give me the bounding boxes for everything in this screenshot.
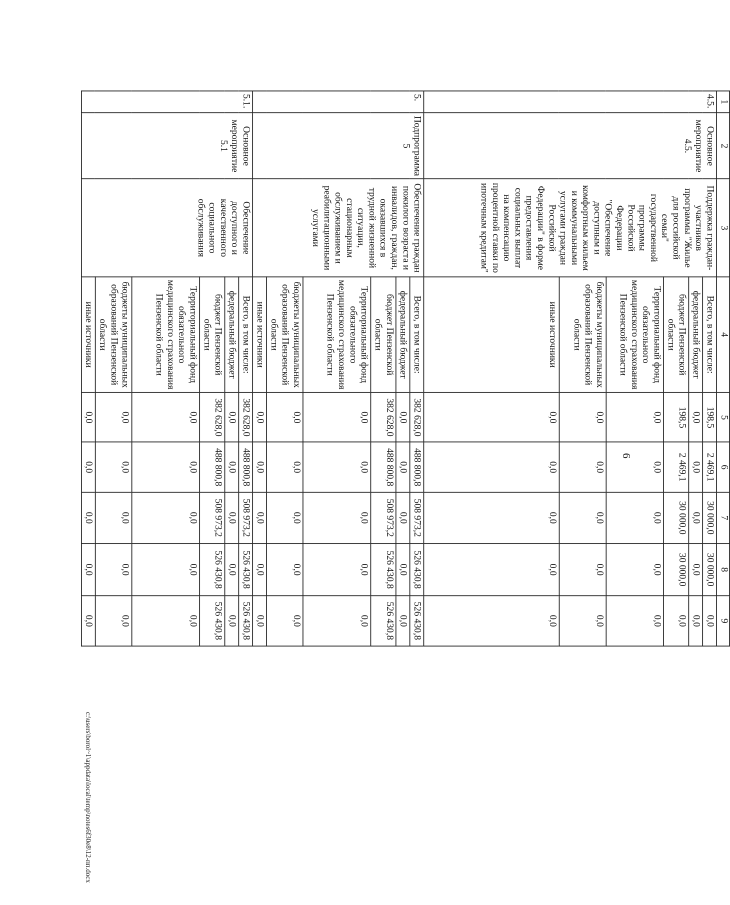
value-cell: 0,0 (225, 596, 239, 646)
row-type: Основное мероприятие 5.1 (81, 113, 252, 179)
column-header: 2 (716, 113, 729, 179)
value-cell: 0,0 (132, 393, 200, 443)
funding-source-label: Территориальный фонд обязательного медицинского страхования Пензенской области (303, 277, 371, 393)
row-title: Обеспечение граждан пожилого возраста и инвалидов, граждан, оказавшихся в трудной жизненной ситуации, стационарным обслуживанием и реабилитационными услугами (253, 179, 424, 277)
value-cell: 0,0 (689, 442, 703, 492)
value-cell: 0,0 (253, 596, 267, 646)
value-cell: 0,0 (606, 492, 663, 544)
value-cell: 0,0 (396, 492, 410, 544)
value-cell: 0,0 (703, 596, 717, 646)
value-cell: 526 430,8 (371, 544, 396, 596)
value-cell: 488 800,8 (239, 442, 253, 492)
value-cell: 0,0 (266, 596, 302, 646)
value-cell: 0,0 (303, 442, 371, 492)
row-title: Поддержка граждан-участников программы "Жилье для российской семьи" государственной программы Российской Федерации "Обеспечение доступным и комфортным жильем и коммунальными услугами граждан Российской Федерации" в форме предоставления социальных выплат на компенсацию процентной ставки по ипотечным кредитам" (424, 179, 717, 277)
value-cell: 0,0 (606, 393, 663, 443)
value-cell: 0,0 (689, 492, 703, 544)
value-cell: 0,0 (81, 442, 95, 492)
value-cell: 0,0 (559, 544, 606, 596)
value-cell: 0,0 (253, 393, 267, 443)
funding-source-label: иные источники (424, 277, 560, 393)
value-cell: 0,0 (266, 442, 302, 492)
value-cell: 0,0 (266, 544, 302, 596)
funding-source-label: иные источники (81, 277, 95, 393)
value-cell: 30 000,0 (703, 544, 717, 596)
value-cell: 0,0 (424, 442, 560, 492)
value-cell: 508 973,2 (410, 492, 424, 544)
value-cell: 526 430,8 (239, 596, 253, 646)
funding-source-label: иные источники (253, 277, 267, 393)
funding-source-label: бюджет Пензенской области (663, 277, 688, 393)
value-cell: 30 000,0 (703, 492, 717, 544)
value-cell: 0,0 (689, 393, 703, 443)
value-cell: 0,0 (606, 442, 663, 492)
budget-table (81, 91, 730, 647)
value-cell: 0,0 (81, 544, 95, 596)
value-cell: 0,0 (424, 596, 560, 646)
value-cell: 0,0 (225, 544, 239, 596)
value-cell: 0,0 (606, 596, 663, 646)
value-cell: 0,0 (689, 544, 703, 596)
funding-source-label: бюджет Пензенской области (371, 277, 396, 393)
value-cell: 526 430,8 (410, 544, 424, 596)
table-row (410, 91, 424, 646)
value-cell: 0,0 (81, 596, 95, 646)
funding-source-label: Территориальный фонд обязательного медицинского страхования Пензенской области (606, 277, 663, 393)
footer-file-path: c:\users\borol~1\appdata\local\temp\notes6f30e8\12-пп.docx (84, 712, 92, 883)
value-cell: 526 430,8 (200, 596, 225, 646)
value-cell: 508 973,2 (239, 492, 253, 544)
value-cell: 0,0 (424, 492, 560, 544)
funding-source-label: бюджет Пензенской области (200, 277, 225, 393)
value-cell: 0,0 (396, 596, 410, 646)
value-cell: 0,0 (132, 596, 200, 646)
value-cell: 0,0 (266, 492, 302, 544)
value-cell: 0,0 (559, 393, 606, 443)
row-number: 4.5. (424, 91, 717, 113)
header-row (716, 91, 729, 646)
column-header: 5 (716, 393, 729, 443)
value-cell: 0,0 (396, 544, 410, 596)
page-number: 6 (620, 453, 632, 459)
funding-source-label: бюджеты муниципальных образований Пензенской области (95, 277, 131, 393)
value-cell: 0,0 (225, 492, 239, 544)
funding-source-label: бюджеты муниципальных образований Пензенской области (266, 277, 302, 393)
funding-source-label: федеральный бюджет (689, 277, 703, 393)
value-cell: 0,0 (253, 442, 267, 492)
value-cell: 488 800,8 (371, 442, 396, 492)
value-cell: 488 800,8 (200, 442, 225, 492)
value-cell: 0,0 (303, 596, 371, 646)
value-cell: 0,0 (663, 596, 688, 646)
row-type: Основное мероприятие 4.5. (424, 113, 717, 179)
value-cell: 2 469,1 (703, 442, 717, 492)
row-number: 5.1. (81, 91, 252, 113)
value-cell: 0,0 (253, 492, 267, 544)
value-cell: 0,0 (266, 393, 302, 443)
funding-source-label: федеральный бюджет (396, 277, 410, 393)
value-cell: 30 000,0 (663, 544, 688, 596)
column-header: 9 (716, 596, 729, 646)
value-cell: 0,0 (424, 393, 560, 443)
value-cell: 0,0 (95, 544, 131, 596)
value-cell: 0,0 (396, 393, 410, 443)
value-cell: 0,0 (689, 596, 703, 646)
funding-source-label: Территориальный фонд обязательного медицинского страхования Пензенской области (132, 277, 200, 393)
value-cell: 526 430,8 (371, 596, 396, 646)
value-cell: 526 430,8 (239, 544, 253, 596)
value-cell: 382 628,0 (200, 393, 225, 443)
column-header: 4 (716, 277, 729, 393)
value-cell: 30 000,0 (663, 492, 688, 544)
funding-source-label: Всего, в том числе: (239, 277, 253, 393)
value-cell: 0,0 (559, 596, 606, 646)
funding-source-label: бюджеты муниципальных образований Пензенской области (559, 277, 606, 393)
value-cell: 198,5 (703, 393, 717, 443)
value-cell: 0,0 (225, 442, 239, 492)
row-title: Обеспечение доступного и качественного социального обслуживания (81, 179, 252, 277)
value-cell: 0,0 (81, 492, 95, 544)
value-cell: 508 973,2 (371, 492, 396, 544)
value-cell: 508 973,2 (200, 492, 225, 544)
value-cell: 0,0 (132, 544, 200, 596)
value-cell: 0,0 (95, 596, 131, 646)
value-cell: 0,0 (559, 492, 606, 544)
value-cell: 0,0 (303, 544, 371, 596)
table-row (239, 91, 253, 646)
value-cell: 526 430,8 (200, 544, 225, 596)
value-cell: 0,0 (303, 393, 371, 443)
value-cell: 0,0 (132, 492, 200, 544)
value-cell: 488 800,8 (410, 442, 424, 492)
value-cell: 0,0 (396, 442, 410, 492)
value-cell: 382 628,0 (410, 393, 424, 443)
value-cell: 198,5 (663, 393, 688, 443)
value-cell: 0,0 (303, 492, 371, 544)
value-cell: 382 628,0 (371, 393, 396, 443)
value-cell: 526 430,8 (410, 596, 424, 646)
value-cell: 0,0 (424, 544, 560, 596)
column-header: 8 (716, 544, 729, 596)
value-cell: 0,0 (559, 442, 606, 492)
value-cell: 0,0 (253, 544, 267, 596)
value-cell: 0,0 (225, 393, 239, 443)
funding-source-label: Всего, в том числе: (410, 277, 424, 393)
value-cell: 0,0 (132, 442, 200, 492)
value-cell: 0,0 (95, 442, 131, 492)
column-header: 3 (716, 179, 729, 277)
column-header: 1 (716, 91, 729, 113)
funding-source-label: федеральный бюджет (225, 277, 239, 393)
column-header: 7 (716, 492, 729, 544)
funding-source-label: Всего, в том числе: (703, 277, 717, 393)
value-cell: 0,0 (81, 393, 95, 443)
value-cell: 382 628,0 (239, 393, 253, 443)
row-number: 5. (253, 91, 424, 113)
value-cell: 0,0 (606, 544, 663, 596)
value-cell: 2 469,1 (663, 442, 688, 492)
table-row (703, 91, 717, 646)
value-cell: 0,0 (95, 393, 131, 443)
row-type: Подпрограмма 5 (253, 113, 424, 179)
value-cell: 0,0 (95, 492, 131, 544)
column-header: 6 (716, 442, 729, 492)
